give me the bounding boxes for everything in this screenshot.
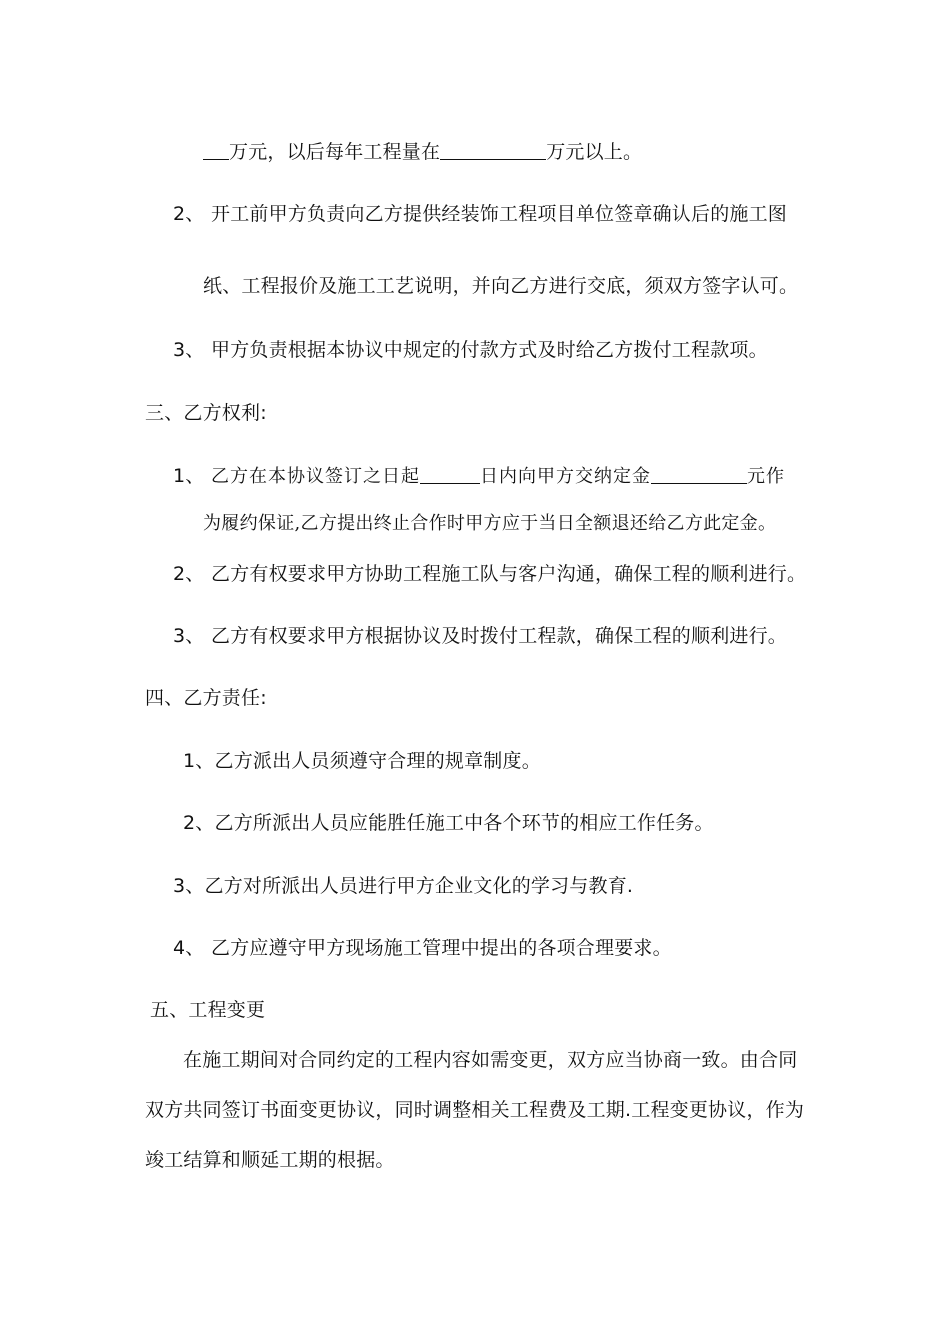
clause-text: 甲方负责根据本协议中规定的付款方式及时给乙方拨付工程款项。: [211, 339, 768, 361]
rights-clause-2-line: [173, 562, 806, 586]
item-number: 1、: [173, 465, 205, 487]
text-segment: 万元，以后每年工程量在: [229, 141, 441, 163]
item-number: 2、: [173, 563, 205, 585]
rights-clause-3-line: [173, 624, 787, 648]
change-paragraph-line-2: 双方共同签订书面变更协议，同时调整相关工程费及工期.工程变更协议，作为: [145, 1099, 805, 1121]
responsibility-3: 3、乙方对所派出人员进行甲方企业文化的学习与教育.: [173, 875, 634, 897]
change-paragraph-line-1: 在施工期间对合同约定的工程内容如需变更，双方应当协商一致。由合同: [183, 1049, 798, 1071]
clause-text: 元作: [747, 466, 785, 487]
clause-text: 开工前甲方负责向乙方提供经装饰工程项目单位签章确认后的施工图: [211, 203, 788, 225]
blank-field: [420, 463, 480, 484]
blank-field: [651, 463, 747, 484]
clause-2-line-2: [203, 274, 798, 298]
clause-text: 乙方在本协议签订之日起: [211, 466, 420, 487]
clause-text: 乙方有权要求甲方协助工程施工队与客户沟通，确保工程的顺利进行。: [211, 563, 807, 585]
section-heading-responsibilities: 四、乙方责任:: [145, 687, 267, 709]
section-heading-rights: 三、乙方权利:: [145, 402, 267, 424]
rights-clause-1-line-2: 为履约保证,乙方提出终止合作时甲方应于当日全额退还给乙方此定金。: [203, 513, 777, 534]
item-number: 2、: [173, 203, 205, 225]
responsibility-2: 2、乙方所派出人员应能胜任施工中各个环节的相应工作任务。: [183, 812, 714, 834]
clause-3-line: [173, 338, 768, 362]
clause-text: 日内向甲方交纳定金: [480, 466, 651, 487]
responsibility-4: [173, 936, 672, 960]
section-heading-change: 五、工程变更: [150, 999, 266, 1021]
rights-clause-1-line-1: [173, 463, 785, 489]
change-paragraph-line-3: 竣工结算和顺延工期的根据。: [145, 1149, 395, 1171]
blank-field: [440, 139, 546, 160]
payment-terms-line: [203, 139, 642, 164]
clause-text: 乙方应遵守甲方现场施工管理中提出的各项合理要求。: [211, 937, 672, 959]
clause-2-line-1: [173, 202, 787, 226]
responsibility-1: 1、乙方派出人员须遵守合理的规章制度。: [183, 750, 541, 772]
clause-text: 乙方有权要求甲方根据协议及时拨付工程款，确保工程的顺利进行。: [211, 625, 788, 647]
text-segment: 万元以上。: [546, 141, 643, 163]
blank-field: [203, 139, 229, 160]
item-number: 3、: [173, 339, 205, 361]
clause-text: 纸、工程报价及施工工艺说明，并向乙方进行交底，须双方签字认可。: [203, 275, 799, 297]
item-number: 4、: [173, 937, 205, 959]
item-number: 3、: [173, 625, 205, 647]
